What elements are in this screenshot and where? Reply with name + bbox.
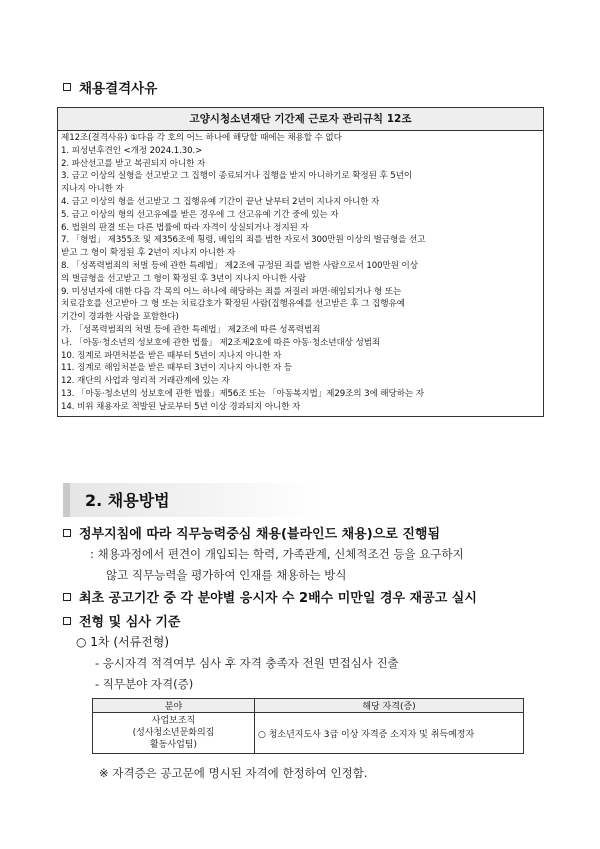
bullet-text: 전형 및 심사 기준 (79, 615, 181, 630)
bullet-blind-hiring (63, 523, 440, 542)
qualification-table (92, 698, 524, 754)
column-header-field: 분야 (93, 699, 255, 713)
regulation-line: 10. 징계로 파면처분을 받은 때부터 5년이 지나지 아니한 자 (61, 350, 282, 361)
regulation-title: 고양시청소년재단 기간제 근로자 관리규칙 12조 (58, 108, 543, 131)
regulation-line: 치료감호를 선고받아 그 형 또는 치료감호가 확정된 사람(집행유예를 선고받은 후 그 집행유예 (61, 299, 405, 310)
regulation-line: 받고 그 형이 확정된 후 2년이 지나지 아니한 자 (61, 248, 236, 259)
table-row (93, 713, 524, 754)
section-accent-bar (63, 483, 70, 517)
section-title-bar (63, 483, 543, 517)
stage-dash-item: - 응시자격 적격여부 심사 후 자격 충족자 전원 면접심사 진출 (95, 656, 399, 670)
section-heading-label: 채용결격사유 (79, 81, 158, 97)
regulation-line: 12. 재단의 사업과 영리적 거래관계에 있는 자 (61, 376, 230, 387)
section-title: 2. 채용방법 (85, 491, 170, 510)
stage-dash-item: - 직무분야 자격(증) (95, 677, 194, 691)
regulation-body (58, 131, 543, 416)
field-line: 활동사업팀) (150, 740, 197, 750)
bullet-screening-criteria (63, 611, 180, 630)
regulation-line: 13. 「아동·청소년의 성보호에 관한 법률」제56조 또는 「아동복지법」제29조의 3에 해당하는 자 (61, 388, 424, 399)
qualification-cell: ○ 청소년지도사 3급 이상 자격증 소지자 및 취득예정자 (255, 713, 524, 754)
regulation-line: 7. 「형법」 제355조 및 제356조에 횡령, 배임의 죄를 범한 자로서 300만원 이상의 벌금형을 선고 (61, 235, 426, 246)
square-bullet-icon (63, 593, 71, 601)
regulation-line: 지나지 아니한 자 (61, 184, 124, 195)
stage-first-round: ○ 1차 (서류전형) (76, 635, 170, 649)
regulation-line: 가. 「성폭력범죄의 처벌 등에 관한 특례법」 제2조에 따른 성폭력범죄 (61, 324, 321, 335)
regulation-line: 의 벌금형을 선고받고 그 형이 확정된 후 3년이 지나지 아니한 사람 (61, 273, 306, 284)
regulation-line: 기간이 경과한 사람을 포함한다) (61, 312, 179, 323)
regulation-line: 6. 법원의 판결 또는 다른 법률에 따라 자격이 상실되거나 정지된 자 (61, 222, 309, 233)
section-heading-disqualification (63, 77, 157, 97)
regulation-line: 나. 「아동·청소년의 성보호에 관한 법률」 제2조제2호에 따른 아동·청소년대상 성범죄 (61, 337, 381, 348)
table-header-row (93, 699, 524, 713)
regulation-box (57, 107, 544, 417)
regulation-line: 제12조(결격사유) ①다음 각 호의 어느 하나에 해당할 때에는 채용할 수 없다 (61, 133, 342, 143)
regulation-line: 8. 「성폭력범죄의 처벌 등에 관한 특례법」 제2조에 규정된 죄를 범한 사람으로서 100만원 이상 (61, 260, 418, 271)
regulation-line: 2. 파산선고를 받고 복권되지 아니한 자 (61, 158, 206, 169)
field-line: 사업보조직 (151, 716, 196, 726)
regulation-line: 9. 미성년자에 대한 다음 각 목의 어느 하나에 해당하는 죄를 저질러 파면·해임되거나 형 또는 (61, 286, 402, 297)
bullet-re-announcement (63, 587, 477, 606)
square-bullet-icon (63, 617, 71, 625)
bullet-text: 정부지침에 따라 직무능력중심 채용(블라인드 채용)으로 진행됨 (79, 527, 441, 542)
square-bullet-icon (63, 83, 71, 91)
regulation-line: 5. 금고 이상의 형의 선고유예를 받은 경우에 그 선고유예 기간 중에 있는 자 (61, 209, 339, 220)
regulation-line: 3. 금고 이상의 실형을 선고받고 그 집행이 종료되거나 집행을 받지 아니하기로 확정된 후 5년이 (61, 171, 413, 182)
regulation-line: 14. 비위 채용자로 적발된 날로부터 5년 이상 경과되지 아니한 자 (61, 401, 301, 412)
regulation-line: 1. 피성년후견인 <개정 2024.1.30.> (61, 145, 203, 156)
bullet-note-line: : 채용과정에서 편견이 개입되는 학력, 가족관계, 신체적조건 등을 요구하지 (90, 547, 464, 561)
square-bullet-icon (63, 529, 71, 537)
field-line: (성사청소년문화의집 (132, 728, 215, 738)
regulation-line: 11. 징계로 해임처분을 받은 때부터 3년이 지나지 아니한 자 등 (61, 363, 293, 374)
footnote: ※ 자격증은 공고문에 명시된 자격에 한정하여 인정함. (99, 766, 368, 780)
regulation-line: 4. 금고 이상의 형을 선고받고 그 집행유예 기간이 끝난 날부터 2년이 지나지 아니한 자 (61, 196, 380, 207)
bullet-note-line: 않고 직무능력을 평가하여 인재를 채용하는 방식 (106, 568, 347, 582)
field-cell (93, 713, 255, 754)
column-header-qualification: 해당 자격(증) (255, 699, 524, 713)
bullet-text: 최초 공고기간 중 각 분야별 응시자 수 2배수 미만일 경우 재공고 실시 (79, 591, 477, 606)
